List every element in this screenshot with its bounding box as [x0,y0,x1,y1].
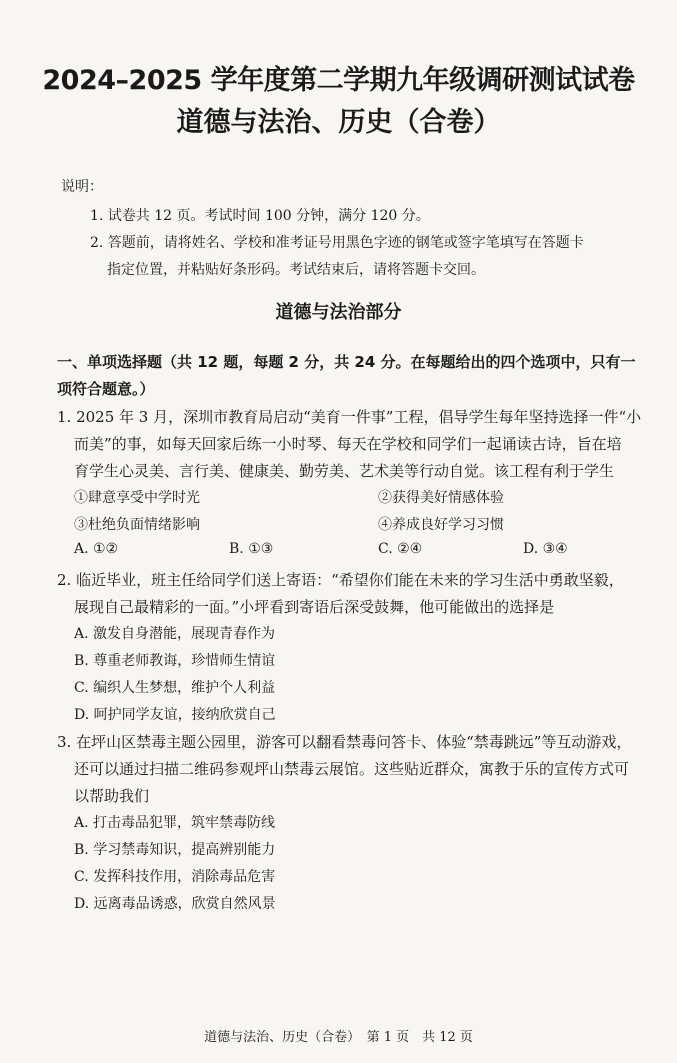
question-2-option-b: B. 尊重老师教诲，珍惜师生情谊 [74,653,276,669]
question-1-statement-3: ③杜绝负面情绪影响 [74,517,200,533]
question-1-option-c: C. ②④ [378,541,423,557]
question-1-option-b: B. ①③ [229,541,274,557]
question-1-statement-1: ①肆意享受中学时光 [74,490,200,506]
question-1-stem: 1. 2025 年 3 月，深圳市教育局启动“美育一件事”工程，倡导学生每年坚持选择一件“小 [57,408,642,426]
section-title: 道德与法治部分 [275,302,402,323]
question-2-option-d: D. 呵护同学友谊，接纳欣赏自己 [74,707,276,723]
part-heading: 一、单项选择题（共 12 题，每题 2 分，共 24 分。在每题给出的四个选项中，只有一 [57,353,636,371]
question-1-option-a: A. ①② [74,541,119,557]
part-heading-cont: 项符合题意。） [57,380,155,398]
instructions-heading: 说明： [61,179,103,195]
question-3-option-a: A. 打击毒品犯罪，筑牢禁毒防线 [74,815,276,831]
question-2-stem-line2: 展现自己最精彩的一面。”小坪看到寄语后深受鼓舞，他可能做出的选择是 [74,598,555,616]
question-1-stem-line2: 而美”的事，如每天回家后练一小时琴、每天在学校和同学们一起诵读古诗，旨在培 [74,435,622,453]
question-2-stem: 2. 临近毕业，班主任给同学们送上寄语：“希望你们能在未来的学习生活中勇敢坚毅， [57,571,624,589]
question-2-option-c: C. 编织人生梦想，维护个人利益 [74,680,276,696]
page-footer: 道德与法治、历史（合卷） 第 1 页 共 12 页 [204,1030,473,1045]
instruction-item-1: 1. 试卷共 12 页。考试时间 100 分钟，满分 120 分。 [90,208,430,224]
question-2-option-a: A. 激发自身潜能，展现青春作为 [74,626,276,642]
question-1-statement-2: ②获得美好情感体验 [378,490,504,506]
question-3-option-c: C. 发挥科技作用，消除毒品危害 [74,869,276,885]
instruction-item-2: 2. 答题前，请将姓名、学校和准考证号用黑色字迹的钢笔或签字笔填写在答题卡 [90,235,584,251]
question-1-stem-line3: 育学生心灵美、言行美、健康美、勤劳美、艺术美等行动自觉。该工程有利于学生 [74,462,615,480]
question-1-statement-4: ④养成良好学习习惯 [378,517,504,533]
exam-subtitle: 道德与法治、历史（合卷） [176,107,501,138]
question-3-stem-line3: 以帮助我们 [74,787,150,805]
question-1-option-d: D. ③④ [523,541,568,557]
question-3-stem-line2: 还可以通过扫描二维码参观坪山禁毒云展馆。这些贴近群众，寓教于乐的宣传方式可 [74,760,630,778]
question-3-option-d: D. 远离毒品诱惑，欣赏自然风景 [74,896,276,912]
question-3-stem: 3. 在坪山区禁毒主题公园里，游客可以翻看禁毒问答卡、体验“禁毒跳远”等互动游戏， [57,733,632,751]
question-3-option-b: B. 学习禁毒知识，提高辨别能力 [74,842,276,858]
instruction-item-2-cont: 指定位置，并粘贴好条形码。考试结束后，请将答题卡交回。 [107,262,485,278]
exam-title: 2024–2025 学年度第二学期九年级调研测试试卷 [42,65,635,96]
